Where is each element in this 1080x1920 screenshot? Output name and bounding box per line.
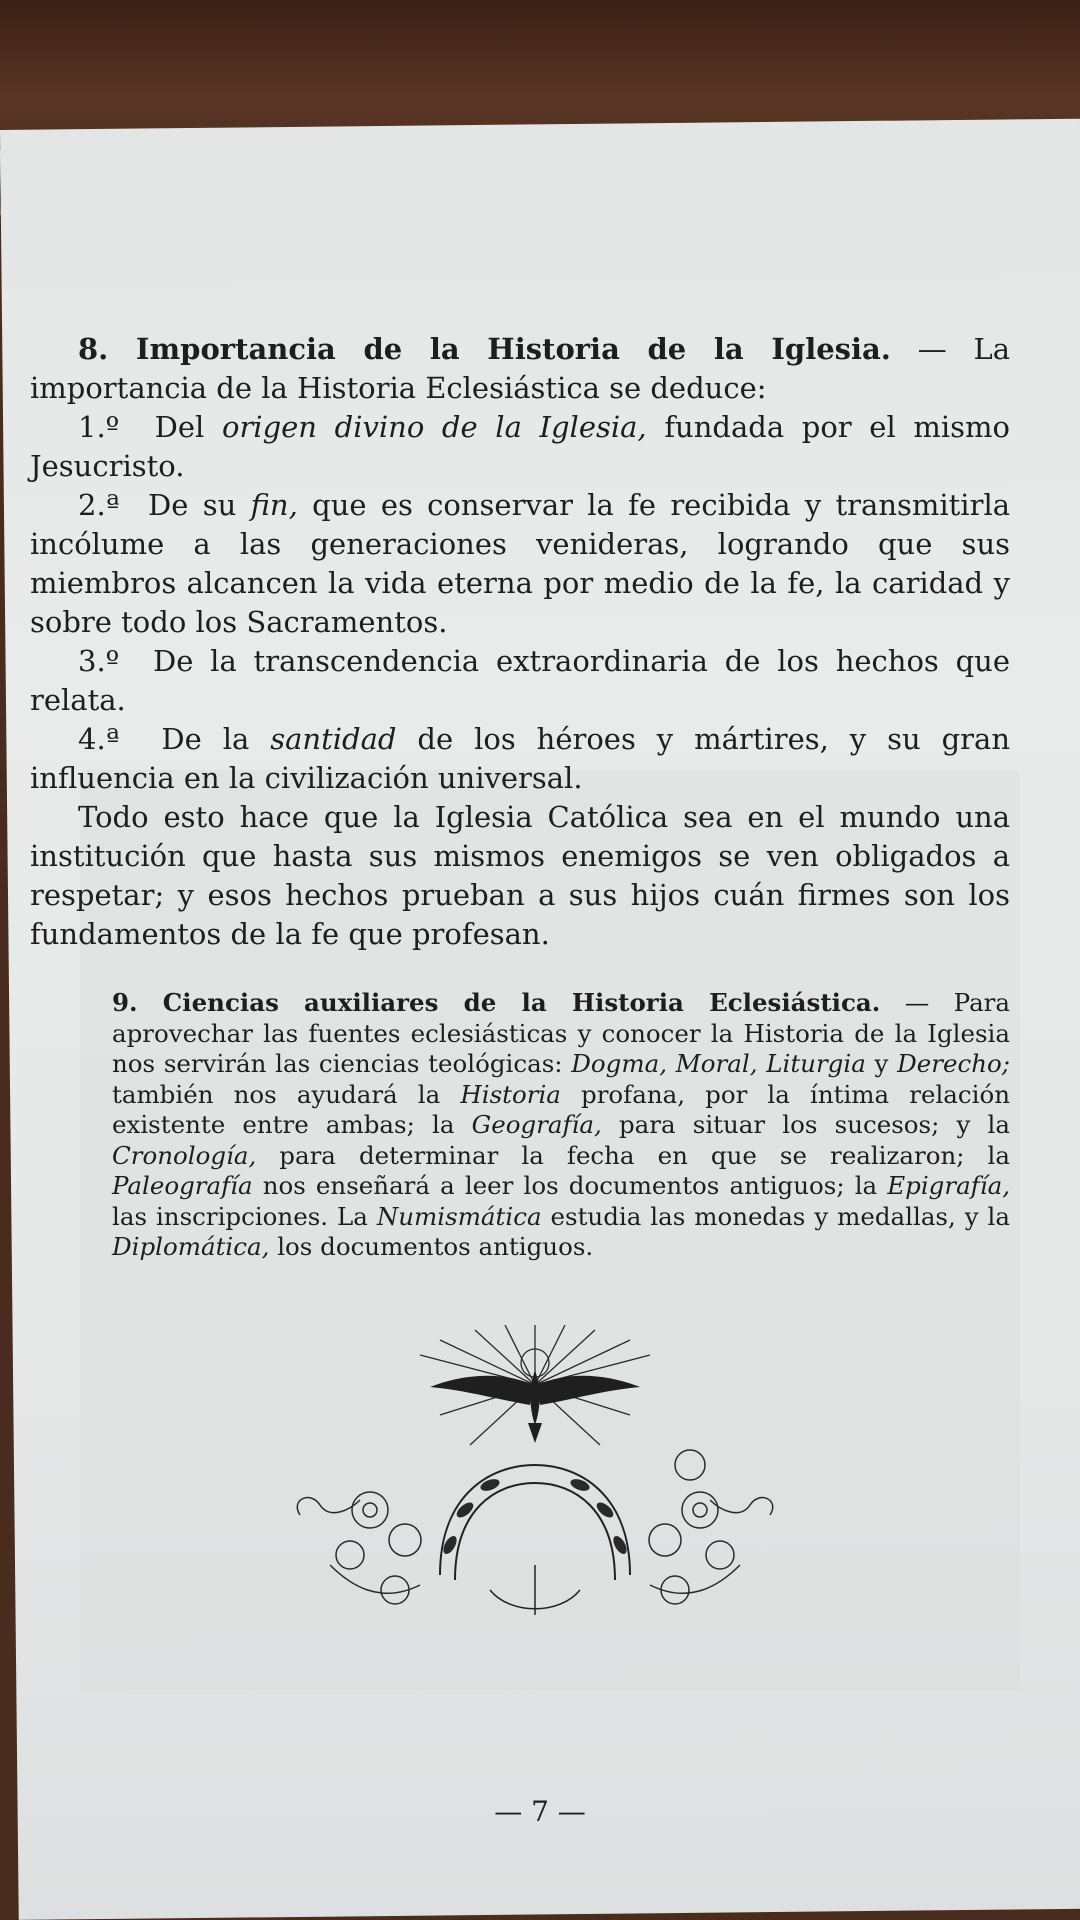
item-text: que es conservar la fe recibida y transmitirla incólume a las generaciones venideras, logrando que sus miembros alcancen la vida eterna por medio de la fe, la caridad y sobre todo los Sacramentos. <box>30 488 1011 639</box>
body-text: profana, por la íntima relación existente entre ambas; la <box>112 1079 1010 1139</box>
emphasis-text: Epigrafía, <box>887 1171 1010 1200</box>
page-number: — 7 — <box>494 1795 586 1828</box>
item-text: de los héroes y mártires, y su gran influencia en la civilización universal. <box>30 722 1011 795</box>
emphasis-text: Geografía, <box>471 1110 602 1139</box>
item-text: Del <box>154 410 205 444</box>
page-content <box>30 330 1010 1263</box>
body-text: también nos ayudará la <box>112 1079 441 1109</box>
item-emphasis: fin, <box>250 488 298 522</box>
emphasis-text: Dogma, Moral, Liturgia <box>571 1049 866 1078</box>
list-item-4 <box>30 720 1010 798</box>
body-text: estudia las monedas y medallas, y la <box>550 1201 1010 1231</box>
emphasis-text: Paleografía <box>112 1171 253 1200</box>
body-text: para determinar la fecha en que se realizaron; la <box>279 1140 1010 1170</box>
item-text: De su <box>148 488 237 522</box>
list-item-3 <box>30 642 1010 720</box>
emphasis-text: Numismática <box>376 1201 542 1231</box>
body-text: y <box>874 1049 889 1078</box>
item-emphasis: origen divino de la Iglesia, <box>221 410 647 444</box>
emphasis-text: Historia <box>460 1079 561 1109</box>
section-8-heading: 8. Importancia de la Historia de la Iglesia. <box>78 332 891 366</box>
item-text: De la <box>161 722 250 756</box>
body-text: para situar los sucesos; y la <box>618 1110 1010 1139</box>
body-text: nos enseñará a leer los documentos antiguos; la <box>262 1171 878 1200</box>
emphasis-text: Diplomática, <box>112 1232 270 1261</box>
section-9 <box>30 988 1010 1263</box>
section-9-heading: 9. Ciencias auxiliares de la Historia Eclesiástica. <box>112 988 881 1017</box>
dove-wreath-ornament <box>290 1325 780 1625</box>
body-text: las inscripciones. La <box>112 1201 368 1231</box>
emphasis-text: Cronología, <box>112 1140 257 1170</box>
item-text: De la transcendencia extraordinaria de los hechos que relata. <box>30 644 1011 717</box>
section-8-intro-text: — La importancia de la Historia Eclesiástica se deduce: <box>30 332 1011 405</box>
section-8-closing: Todo esto hace que la Iglesia Católica sea en el mundo una institución que hasta sus mismos enemigos se ven obligados a respetar; y esos hechos prueban a sus hijos cuán firmes son los fundamentos de la fe que profesan. <box>30 800 1010 951</box>
body-text: — Para aprovechar las fuentes eclesiásticas y conocer la Historia de la Iglesia nos servirán las ciencias teológicas: <box>112 988 1010 1078</box>
list-number: 3.º <box>78 644 120 678</box>
section-8-intro <box>30 330 1010 408</box>
list-item-2 <box>30 486 1010 642</box>
item-emphasis: santidad <box>270 722 397 756</box>
list-number: 2.ª <box>78 488 120 522</box>
section-9-paragraph <box>30 988 1010 1263</box>
item-text: fundada por el mismo Jesucristo. <box>30 410 1011 483</box>
list-number: 4.ª <box>78 722 120 756</box>
list-number: 1.º <box>78 410 120 444</box>
list-item-1 <box>30 408 1010 486</box>
body-text: los documentos antiguos. <box>277 1232 594 1261</box>
emphasis-text: Derecho; <box>897 1049 1010 1078</box>
